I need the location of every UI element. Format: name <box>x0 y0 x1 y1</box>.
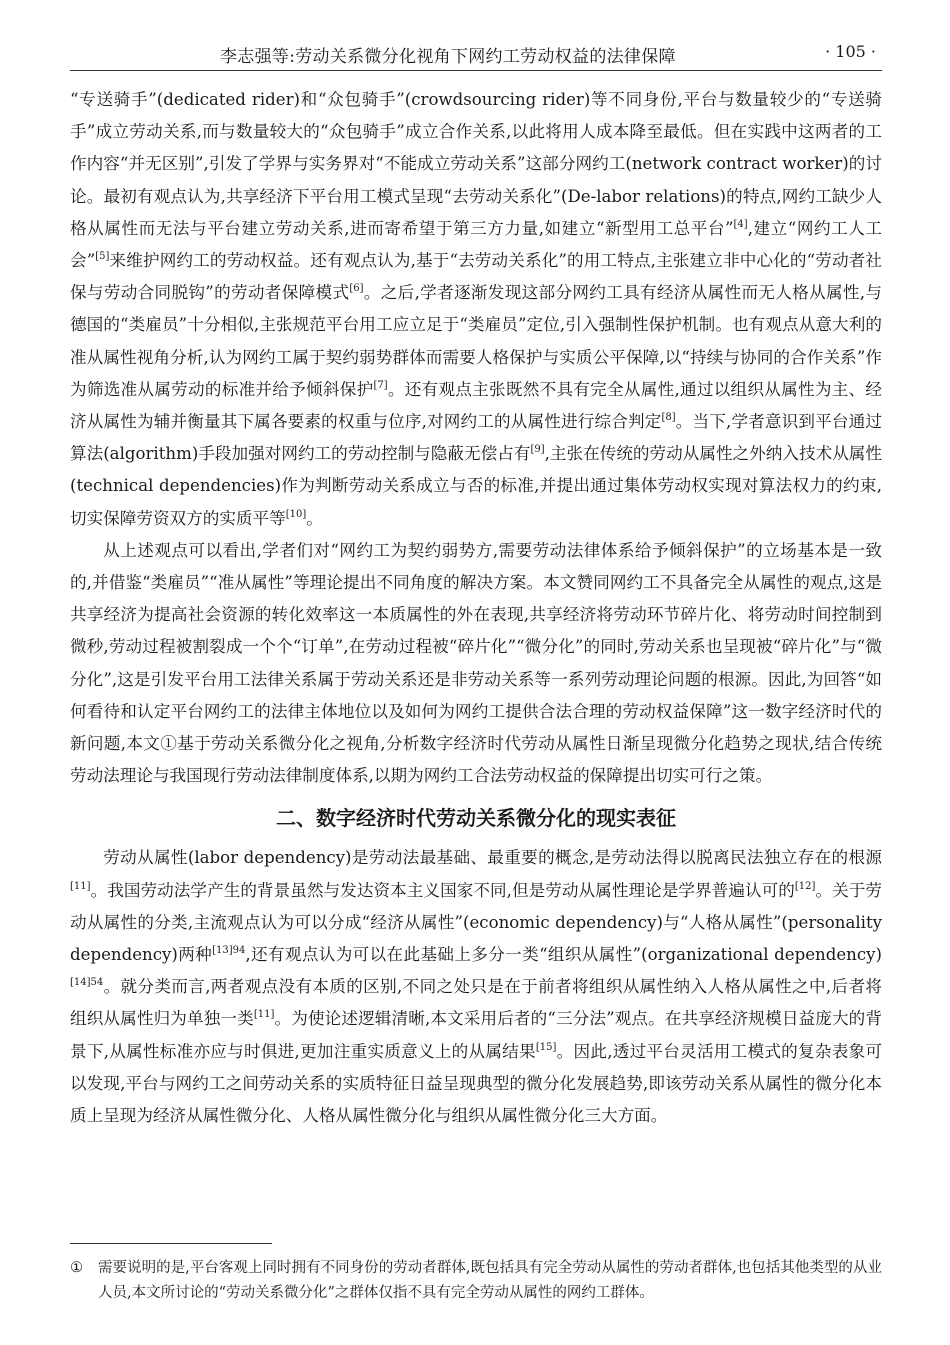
citation-marker: [14]54 <box>70 977 104 989</box>
citation-marker: [15] <box>535 1041 557 1053</box>
citation-marker: [7] <box>373 379 388 391</box>
footnote-text: 需要说明的是,平台客观上同时拥有不同身份的劳动者群体,既包括具有完全劳动从属性的劳动者群体,也包括其他类型的从业人员,本文所讨论的“劳动关系微分化”之群体仅指不具有完全劳动从属性的网约工群体。 <box>98 1260 882 1301</box>
citation-marker: [13]94 <box>212 945 246 957</box>
citation-marker: [11] <box>253 1009 275 1021</box>
body-paragraph-1: “专送骑手”(dedicated rider)和“众包骑手”(crowdsourcing rider)等不同身份,平台与数量较少的“专送骑手”成立劳动关系,而与数量较大的“众包骑手”成立合作关系,以此将用人成本降至最低。但在实践中这两者的工作内容“并无区别”,引发了学界与实务界对“不能成立劳动关系”这部分网约工(network contract worker)的讨论。最初有观点认为,共享经济下平台用工模式呈现“去劳动关系化”(De-labor relations)的特点,网约工缺少人格从属性而无法与平台建立劳动关系,进而寄希望于第三方力量,如建立“新型用工总平台”[4],建立“网约工人工会”[5]来维护网约工的劳动权益。还有观点认为,基于“去劳动关系化”的用工特点,主张建立非中心化的“劳动者社保与劳动合同脱钩”的劳动者保障模式[6]。之后,学者逐渐发现这部分网约工具有经济从属性而无人格从属性,与德国的“类雇员”十分相似,主张规范平台用工应立足于“类雇员”定位,引入强制性保护机制。也有观点从意大利的准从属性视角分析,认为网约工属于契约弱势群体而需要人格保护与实质公平保障,以“持续与协同的合作关系”作为筛选准从属劳动的标准并给予倾斜保护[7]。还有观点主张既然不具有完全从属性,通过以组织从属性为主、经济从属性为辅并衡量其下属各要素的权重与位序,对网约工的从属性进行综合判定[8]。当下,学者意识到平台通过算法(algorithm)手段加强对网约工的劳动控制与隐蔽无偿占有[9],主张在传统的劳动从属性之外纳入技术从属性(technical dependencies)作为判断劳动关系成立与否的标准,并提出通过集体劳动权实现对算法权力的约束,切实保障劳资双方的实质平等[10]。 <box>70 90 883 528</box>
citation-marker: [4] <box>733 218 748 230</box>
body-paragraph-2: 从上述观点可以看出,学者们对“网约工为契约弱势方,需要劳动法律体系给予倾斜保护”的立场基本是一致的,并借鉴“类雇员”“准从属性”等理论提出不同角度的解决方案。本文赞同网约工不具备完全从属性的观点,这是共享经济为提高社会资源的转化效率这一本质属性的外在表现,共享经济将劳动环节碎片化、将劳动时间控制到微秒,劳动过程被割裂成一个个“订单”,在劳动过程被“碎片化”“微分化”的同时,劳动关系也呈现被“碎片化”与“微分化”,这是引发平台用工法律关系属于劳动关系还是非劳动关系等一系列劳动理论问题的根源。因此,为回答“如何看待和认定平台网约工的法律主体地位以及如何为网约工提供合法合理的劳动权益保障”这一数字经济时代的新问题,本文①基于劳动关系微分化之视角,分析数字经济时代劳动从属性日渐呈现微分化趋势之现状,结合传统劳动法理论与我国现行劳动法律制度体系,以期为网约工合法劳动权益的保障提出切实可行之策。 <box>70 540 882 786</box>
section-paragraph: 劳动从属性(labor dependency)是劳动法最基础、最重要的概念,是劳动法得以脱离民法独立存在的根源[11]。我国劳动法学产生的背景虽然与发达资本主义国家不同,但是劳动从属性理论是学界普遍认可的[12]。关于劳动从属性的分类,主流观点认为可以分成“经济从属性”(economic dependency)与“人格从属性”(personality dependency)两种$^{[13]94}$,还有观点认为可以在此基础上多分一类“组织从属性”(organizational dependency)$^{[14]54}$。就分类而言,两者观点没有本质的区别,不同之处只是在于前者将组织从属性纳入人格从属性之中,后者将组织从属性归为单独一类[11]。为使论述逻辑清晰,本文采用后者的“三分法”观点。在共享经济规模日益庞大的背景下,从属性标准亦应与时俱进,更加注重实质意义上的从属结果[15]。因此,透过平台灵活用工模式的复杂表象可以发现,平台与网约工之间劳动关系的实质特征日益呈现典型的微分化发展趋势,即该劳动关系从属性的微分化本质上呈现为经济从属性微分化、人格从属性微分化与组织从属性微分化三大方面。 <box>70 848 882 1126</box>
footnote-mark: ① <box>70 1260 83 1276</box>
article-body <box>70 84 882 1132</box>
footnote-divider <box>70 1243 272 1244</box>
citation-marker: [10] <box>285 508 307 520</box>
footnote <box>70 1256 882 1306</box>
page-number: · 105 · <box>825 42 876 61</box>
citation-marker: [11] <box>70 880 91 892</box>
citation-marker: [6] <box>349 283 364 295</box>
citation-marker: [12] <box>794 880 816 892</box>
section-heading: 二、数字经济时代劳动关系微分化的现实表征 <box>276 806 676 831</box>
citation-marker: [8] <box>661 412 676 424</box>
running-header <box>70 36 882 71</box>
running-title: 李志强等:劳动关系微分化视角下网约工劳动权益的法律保障 <box>220 47 676 67</box>
citation-marker: [9] <box>530 444 545 456</box>
citation-marker: [5] <box>95 251 110 263</box>
